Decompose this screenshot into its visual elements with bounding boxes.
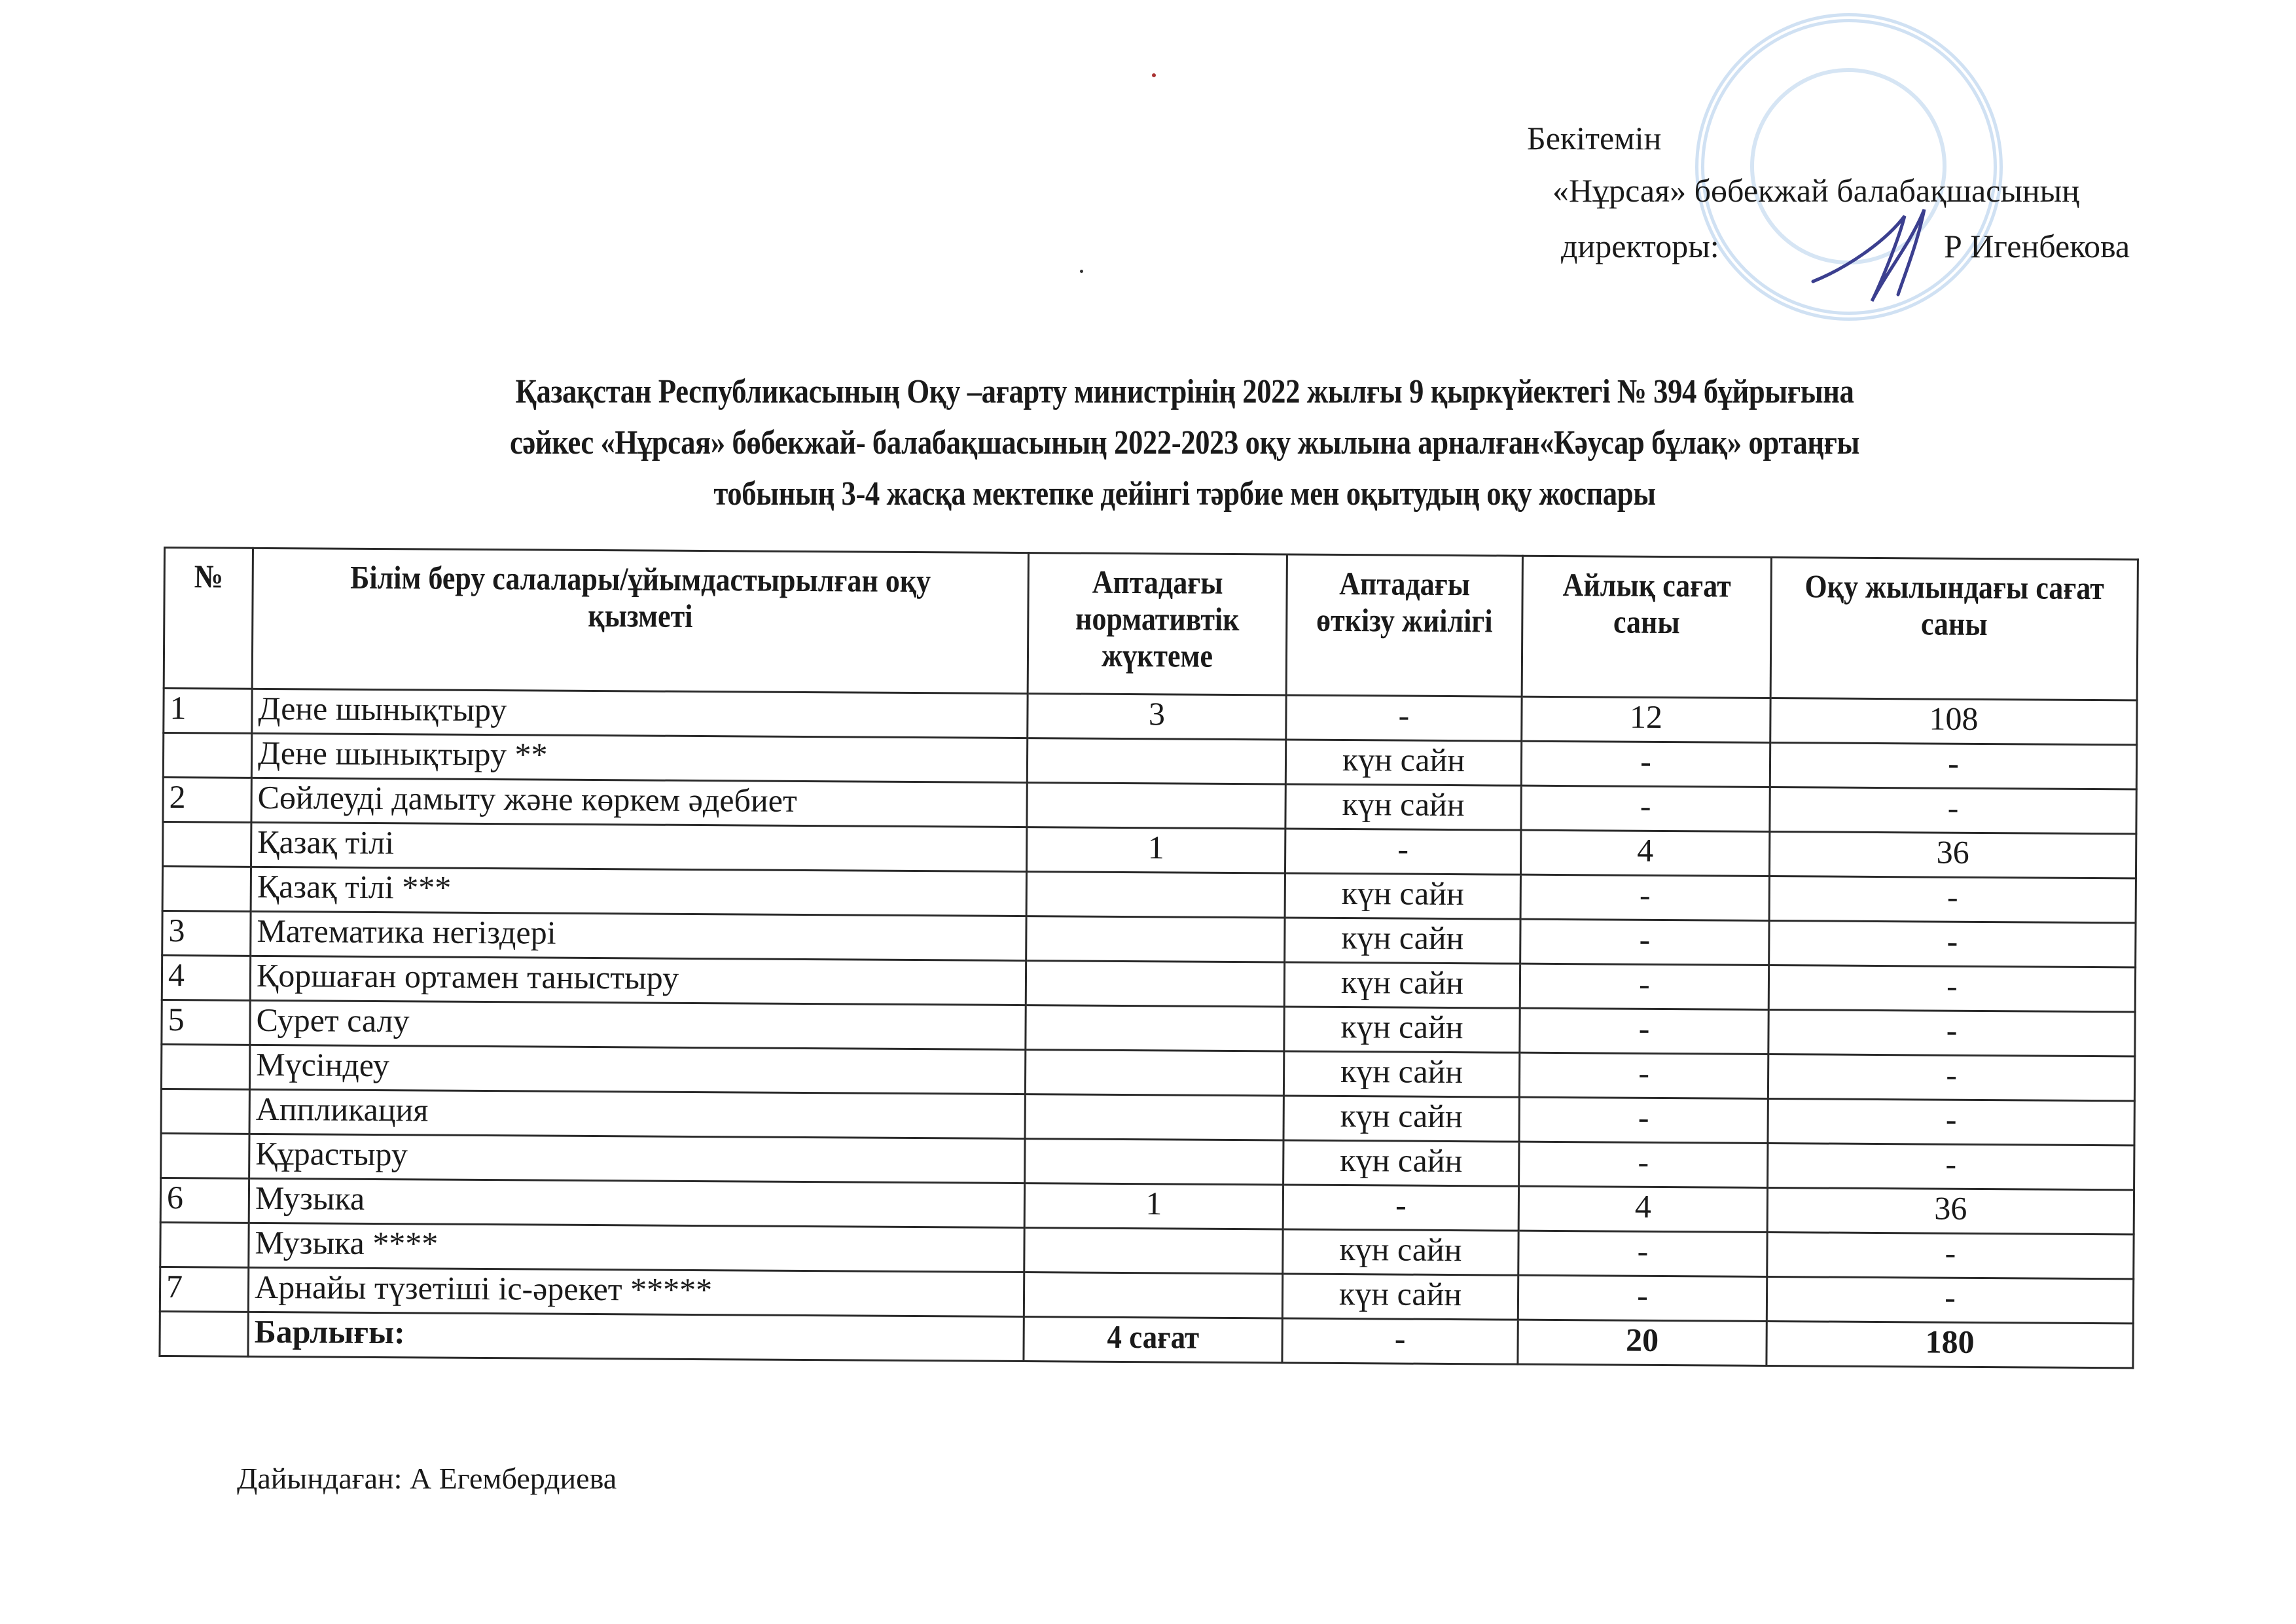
approval-director-name: Р Игенбекова — [1944, 228, 2130, 264]
row-subject: Математика негіздері — [251, 911, 1026, 960]
row-norm — [1025, 1050, 1283, 1096]
row-yearly: - — [1767, 1232, 2134, 1278]
approval-position-label: директоры: — [1561, 228, 1719, 264]
row-number: 5 — [162, 1000, 250, 1045]
row-monthly: - — [1520, 964, 1768, 1009]
row-norm — [1026, 1005, 1284, 1051]
row-number — [161, 1089, 249, 1134]
row-subject: Құрастыру — [249, 1134, 1025, 1183]
row-monthly: - — [1520, 875, 1769, 920]
row-yearly: - — [1769, 876, 2136, 922]
scan-speck — [1080, 270, 1083, 273]
row-number — [161, 1133, 249, 1178]
row-norm: 1 — [1026, 827, 1285, 873]
row-subject: Музыка — [249, 1178, 1024, 1227]
curriculum-table — [158, 547, 2139, 1369]
row-number: 2 — [163, 778, 251, 823]
row-number — [160, 1222, 249, 1267]
row-frequency: күн сайн — [1283, 1229, 1518, 1275]
header-weekly-norm: Аптадағы нормативтік жүктеме — [1028, 553, 1287, 695]
scan-speck — [1152, 73, 1156, 77]
header-yearly-hours: Оқу жылындағы сағат саны — [1770, 558, 2138, 700]
row-yearly: 36 — [1767, 1187, 2134, 1234]
table-header-row — [164, 548, 2138, 700]
row-yearly: - — [1768, 1098, 2134, 1145]
row-subject: Музыка **** — [249, 1223, 1024, 1272]
row-monthly: - — [1520, 919, 1769, 965]
total-frequency: - — [1282, 1318, 1518, 1364]
row-subject: Арнайы түзетіші іс-әрекет ***** — [248, 1267, 1024, 1316]
row-frequency: күн сайн — [1282, 1274, 1518, 1320]
row-yearly: - — [1770, 787, 2136, 833]
row-subject: Қазақ тілі — [251, 822, 1027, 871]
header-weekly-frequency: Аптадағы өткізу жиілігі — [1286, 554, 1522, 696]
row-yearly: 36 — [1769, 831, 2136, 878]
row-number: 1 — [164, 689, 252, 734]
row-number: 3 — [162, 911, 251, 956]
title-line-2: сәйкес «Нұрсая» бөбекжай- балабақшасының 2022-2023 оқу жылына арналған«Кәусар бұлақ» ортаңғы — [509, 424, 1860, 461]
row-frequency: күн сайн — [1283, 1051, 1519, 1097]
row-yearly: - — [1769, 920, 2136, 967]
row-subject: Дене шынықтыру — [252, 689, 1028, 738]
row-monthly: - — [1520, 1008, 1768, 1054]
row-norm — [1024, 1228, 1283, 1274]
title-line-1: Қазақстан Республикасының Оқу –ағарту министрінің 2022 жылғы 9 қыркүйектегі № 394 бұйрығына — [515, 373, 1854, 410]
row-subject: Сөйлеуді дамыту және көркем әдебиет — [251, 778, 1027, 827]
total-yearly: 180 — [1767, 1321, 2133, 1367]
row-frequency: күн сайн — [1283, 1140, 1519, 1186]
row-norm — [1026, 872, 1285, 918]
row-subject: Дене шынықтыру ** — [251, 733, 1027, 782]
row-number — [162, 867, 251, 912]
row-yearly: 108 — [1770, 698, 2137, 745]
document-title — [380, 367, 1990, 520]
row-norm — [1027, 783, 1285, 829]
row-monthly: - — [1519, 1097, 1768, 1143]
row-number — [163, 822, 251, 867]
total-norm: 4 сағат — [1024, 1317, 1282, 1363]
header-monthly-hours: Айлық сағат саны — [1522, 556, 1771, 698]
row-monthly: - — [1521, 785, 1770, 831]
signature-icon — [1806, 203, 1937, 308]
row-monthly: 4 — [1520, 830, 1769, 876]
row-subject: Қазақ тілі *** — [251, 867, 1026, 916]
row-yearly: - — [1768, 965, 2135, 1011]
prepared-by: Дайындаған: А Егембердиева — [237, 1462, 617, 1495]
row-number: 7 — [160, 1267, 248, 1312]
row-norm — [1025, 1094, 1283, 1140]
row-frequency: күн сайн — [1285, 873, 1520, 919]
row-frequency: күн сайн — [1285, 740, 1521, 785]
approval-organization: «Нұрсая» бөбекжай балабақшасының — [1552, 172, 2080, 209]
row-norm: 3 — [1028, 694, 1286, 740]
approval-heading: Бекітемін — [1527, 120, 1662, 156]
row-frequency: күн сайн — [1284, 1007, 1520, 1053]
header-subject: Білім беру салалары/ұйымдастырылған оқу қызметі — [252, 548, 1028, 693]
row-norm — [1024, 1272, 1282, 1318]
row-norm — [1025, 1139, 1283, 1185]
row-number — [161, 1044, 249, 1089]
row-monthly: - — [1521, 741, 1770, 787]
row-number — [163, 733, 251, 778]
row-subject: Мүсіндеу — [249, 1045, 1025, 1094]
row-frequency: күн сайн — [1283, 1096, 1519, 1142]
row-yearly: - — [1768, 1143, 2134, 1189]
row-yearly: - — [1768, 1054, 2134, 1100]
row-yearly: - — [1770, 743, 2136, 789]
title-line-3: тобының 3-4 жасқа мектепке дейінгі тәрбие мен оқытудың оқу жоспары — [713, 475, 1656, 513]
row-monthly: - — [1518, 1231, 1767, 1276]
row-frequency: күн сайн — [1284, 962, 1520, 1008]
row-frequency: - — [1285, 829, 1520, 875]
row-frequency: күн сайн — [1285, 918, 1520, 964]
row-frequency: күн сайн — [1285, 784, 1521, 830]
total-label: Барлығы: — [248, 1312, 1024, 1361]
total-number — [160, 1311, 248, 1356]
row-monthly: - — [1519, 1142, 1768, 1187]
row-subject: Аппликация — [249, 1089, 1025, 1138]
header-number: № — [164, 548, 253, 689]
row-frequency: - — [1283, 1185, 1518, 1231]
row-subject: Сурет салу — [250, 1000, 1026, 1049]
row-norm — [1027, 738, 1285, 784]
row-yearly: - — [1767, 1276, 2133, 1323]
row-monthly: 4 — [1518, 1186, 1767, 1232]
row-monthly: - — [1518, 1275, 1767, 1321]
row-frequency: - — [1286, 695, 1522, 741]
row-yearly: - — [1768, 1009, 2135, 1056]
total-monthly: 20 — [1518, 1320, 1767, 1365]
row-norm: 1 — [1024, 1183, 1283, 1229]
row-monthly: - — [1519, 1053, 1768, 1098]
row-norm — [1026, 961, 1284, 1007]
row-monthly: 12 — [1522, 696, 1770, 742]
row-subject: Қоршаған ортамен таныстыру — [250, 956, 1026, 1005]
row-number: 4 — [162, 955, 250, 1000]
row-norm — [1026, 916, 1285, 962]
row-number: 6 — [160, 1178, 249, 1223]
